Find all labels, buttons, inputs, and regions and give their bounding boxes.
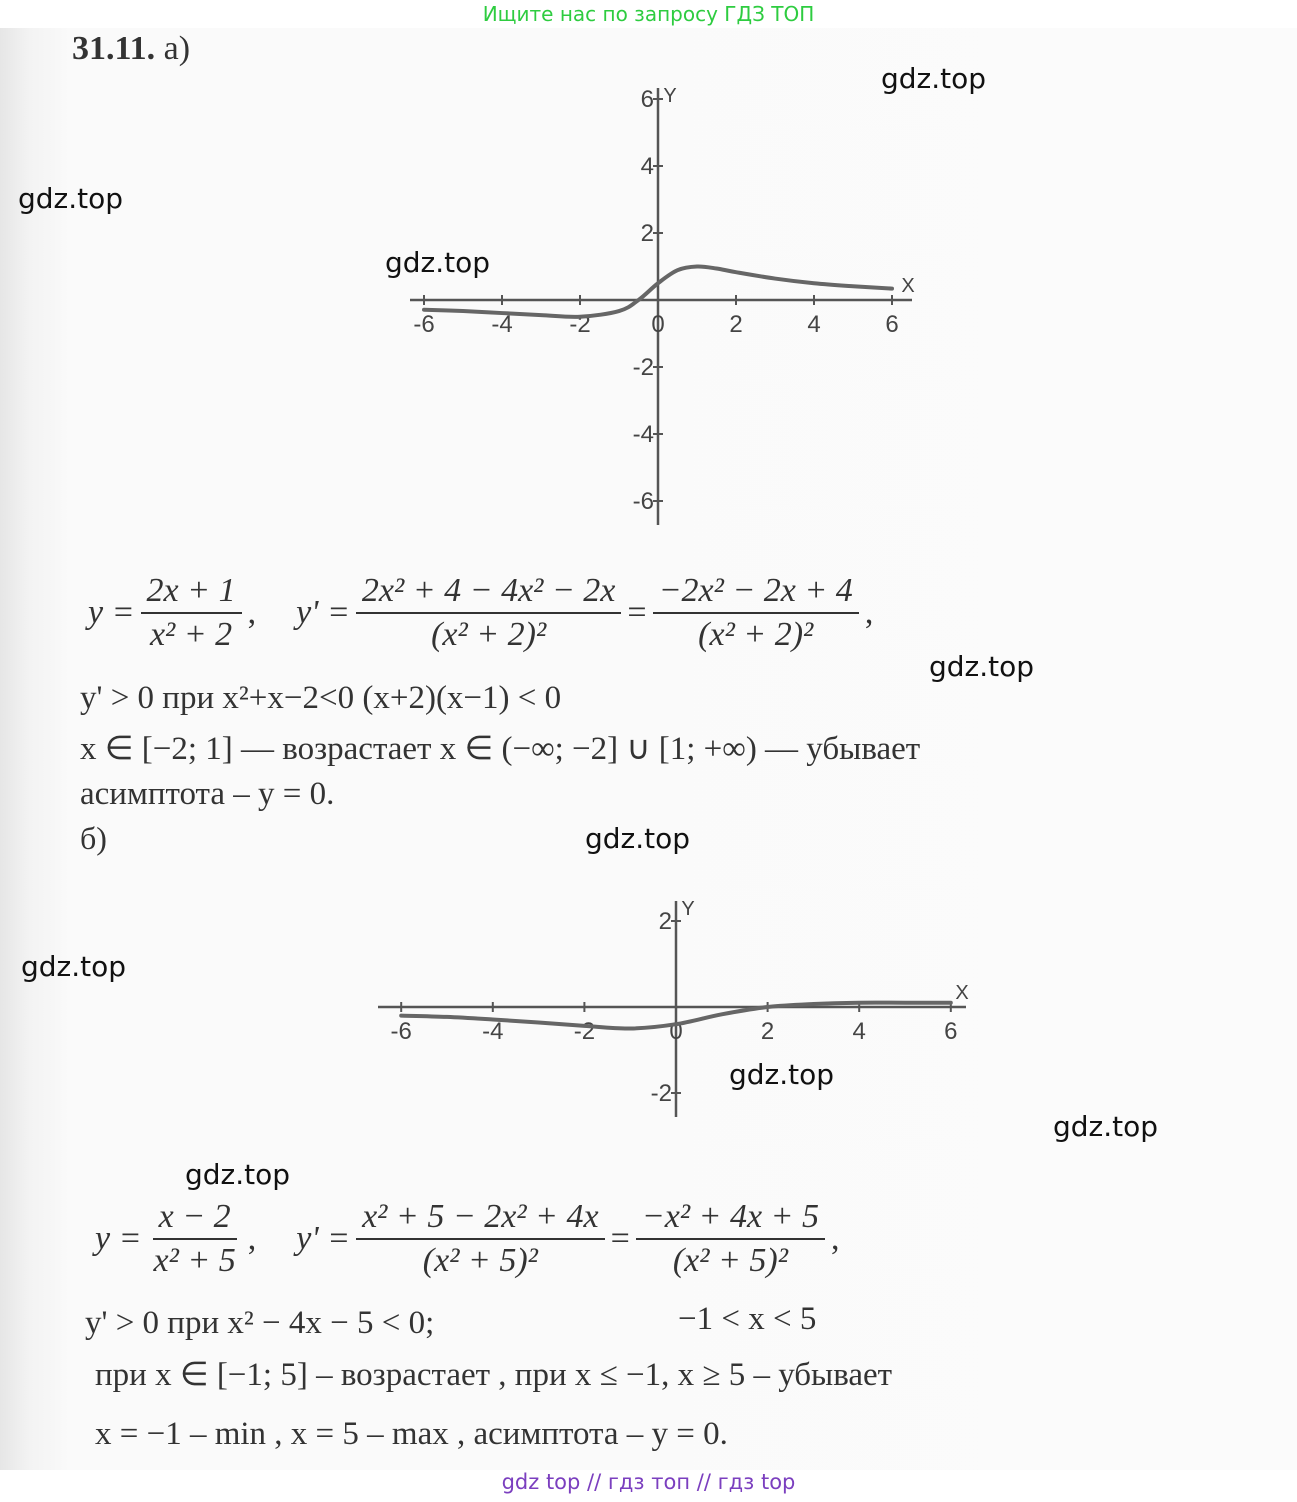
graph-a (400, 80, 940, 530)
equals-sign: = (610, 1220, 630, 1257)
part-b-label: б) (80, 820, 107, 856)
y-tick-label: -6 (632, 488, 654, 515)
y-tick-label: 2 (658, 908, 672, 935)
dy-numerator-1: x² + 5 − 2x² + 4x (356, 1198, 605, 1240)
comma: , (247, 594, 257, 631)
y-numerator: 2x + 1 (141, 572, 242, 614)
y-numerator: x − 2 (153, 1198, 237, 1240)
x-axis-label: X (955, 982, 969, 1004)
part-b-line-1-left: y' > 0 при x² − 4x − 5 < 0; (85, 1305, 435, 1341)
x-tick-label: -6 (390, 1018, 412, 1045)
formula-a (88, 572, 873, 654)
y-tick-label: 4 (640, 153, 654, 180)
problem-heading (72, 30, 190, 68)
graph-b (370, 895, 980, 1125)
dy-denominator-1: (x² + 5)² (422, 1242, 538, 1279)
watermark: gdz.top (385, 246, 491, 279)
footer-links[interactable]: gdz top // гдз топ // гдз top (501, 1470, 796, 1494)
comma: , (247, 1220, 257, 1257)
dy-denominator-1: (x² + 2)² (431, 616, 547, 653)
part-a-line-1: y' > 0 при x²+x−2<0 (x+2)(x−1) < 0 (80, 680, 562, 716)
x-tick-label: 0 (669, 1018, 683, 1045)
trailing-comma: , (864, 594, 874, 631)
watermark: gdz.top (929, 650, 1035, 683)
trailing-comma: , (831, 1220, 840, 1257)
part-b-line-3: x = −1 – min , x = 5 – max , асимптота – y = 0. (95, 1416, 728, 1452)
y-denominator: x² + 2 (149, 616, 233, 653)
dy-lhs: y' = (296, 1220, 351, 1257)
dy-denominator-2: (x² + 5)² (672, 1242, 788, 1279)
part-b-line-2: при x ∈ [−1; 5] – возрастает , при x ≤ −1, x ≥ 5 – убывает (95, 1357, 893, 1393)
y-tick-label: -2 (632, 354, 654, 381)
dy-fraction-1 (356, 1198, 605, 1280)
y-axis-label: Y (663, 85, 677, 107)
x-tick-label: 4 (852, 1018, 866, 1045)
site-banner[interactable]: Ищите нас по запросу ГДЗ ТОП (482, 2, 815, 26)
x-axis-label: X (901, 275, 915, 297)
y-fraction (148, 1198, 242, 1280)
dy-fraction-2 (636, 1198, 825, 1280)
part-b-line-1-right: −1 < x < 5 (678, 1301, 817, 1337)
watermark: gdz.top (21, 950, 127, 983)
part-a-line-2: x ∈ [−2; 1] — возрастает x ∈ (−∞; −2] ∪ [1; +∞) — убывает (80, 731, 921, 767)
part-a-label: а) (163, 30, 191, 67)
y-tick-label: 2 (640, 220, 654, 247)
x-tick-label: 0 (651, 311, 665, 338)
dy-lhs: y' = (296, 594, 350, 631)
y-denominator: x² + 5 (153, 1242, 236, 1279)
x-tick-label: -6 (413, 311, 435, 338)
equals-sign: = (627, 594, 647, 631)
watermark: gdz.top (18, 182, 124, 215)
y-lhs: y = (95, 1220, 142, 1257)
y-tick-label: -2 (650, 1080, 672, 1107)
dy-numerator-2: −2x² − 2x + 4 (653, 572, 859, 614)
x-tick-label: 6 (944, 1018, 958, 1045)
y-tick-label: -4 (632, 421, 654, 448)
problem-number: 31.11. (72, 30, 156, 67)
watermark: gdz.top (585, 822, 691, 855)
dy-fraction-2 (653, 572, 859, 654)
watermark: gdz.top (881, 62, 987, 95)
x-tick-label: 2 (760, 1018, 775, 1045)
dy-numerator-2: −x² + 4x + 5 (636, 1198, 825, 1240)
y-lhs: y = (88, 594, 135, 631)
x-tick-label: -4 (491, 311, 513, 338)
y-axis-label: Y (681, 898, 695, 920)
x-tick-label: 4 (807, 311, 821, 338)
y-fraction (141, 572, 242, 654)
y-tick-label: 6 (640, 86, 654, 113)
dy-fraction-1 (356, 572, 622, 654)
x-tick-label: -2 (573, 1018, 596, 1045)
dy-numerator-1: 2x² + 4 − 4x² − 2x (356, 572, 622, 614)
watermark: gdz.top (729, 1058, 835, 1091)
x-tick-label: 6 (885, 311, 899, 338)
dy-denominator-2: (x² + 2)² (698, 616, 814, 653)
watermark: gdz.top (185, 1158, 291, 1191)
x-tick-label: -4 (482, 1018, 504, 1045)
part-a-line-3: асимптота – y = 0. (80, 776, 335, 812)
watermark: gdz.top (1053, 1110, 1159, 1143)
x-tick-label: -2 (569, 311, 591, 338)
x-tick-label: 2 (729, 311, 743, 338)
formula-b (95, 1198, 840, 1280)
